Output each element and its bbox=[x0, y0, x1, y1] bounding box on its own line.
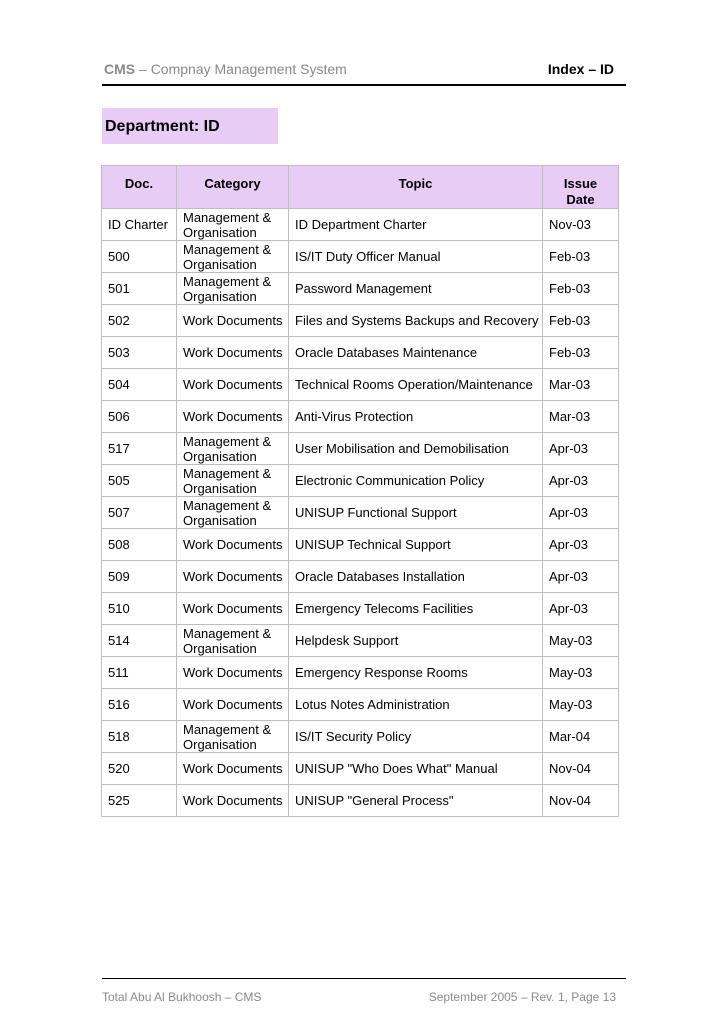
doc-cell: 506 bbox=[102, 401, 177, 433]
issue-date-cell: May-03 bbox=[543, 625, 619, 657]
topic-cell: User Mobilisation and Demobilisation bbox=[289, 433, 543, 465]
issue-date-cell: Apr-03 bbox=[543, 561, 619, 593]
department-heading bbox=[102, 108, 278, 144]
topic-cell: IS/IT Security Policy bbox=[289, 721, 543, 753]
doc-cell: 509 bbox=[102, 561, 177, 593]
category-cell: Work Documents bbox=[177, 657, 289, 689]
topic-cell: UNISUP "General Process" bbox=[289, 785, 543, 817]
category-cell: Work Documents bbox=[177, 689, 289, 721]
issue-date-cell: May-03 bbox=[543, 657, 619, 689]
issue-date-cell: Nov-04 bbox=[543, 785, 619, 817]
category-cell: Management & Organisation bbox=[177, 241, 289, 273]
doc-cell: 514 bbox=[102, 625, 177, 657]
doc-cell: 516 bbox=[102, 689, 177, 721]
table-row bbox=[102, 689, 619, 721]
topic-cell: Emergency Response Rooms bbox=[289, 657, 543, 689]
doc-cell: 507 bbox=[102, 497, 177, 529]
table-row bbox=[102, 401, 619, 433]
doc-cell: 501 bbox=[102, 273, 177, 305]
doc-cell: 502 bbox=[102, 305, 177, 337]
category-cell: Work Documents bbox=[177, 529, 289, 561]
issue-date-cell: Feb-03 bbox=[543, 241, 619, 273]
category-cell: Work Documents bbox=[177, 753, 289, 785]
table-row bbox=[102, 497, 619, 529]
table-row bbox=[102, 465, 619, 497]
issue-date-cell: Apr-03 bbox=[543, 433, 619, 465]
category-cell: Work Documents bbox=[177, 305, 289, 337]
topic-cell: Technical Rooms Operation/Maintenance bbox=[289, 369, 543, 401]
document-index-table bbox=[101, 165, 619, 817]
footer-left: Total Abu Al Bukhoosh – CMS bbox=[102, 990, 262, 1004]
issue-date-cell: Mar-03 bbox=[543, 401, 619, 433]
issue-date-line1: Issue bbox=[563, 176, 598, 191]
topic-cell: Helpdesk Support bbox=[289, 625, 543, 657]
category-cell: Management & Organisation bbox=[177, 433, 289, 465]
table-row bbox=[102, 337, 619, 369]
issue-date-cell: Mar-04 bbox=[543, 721, 619, 753]
issue-date-cell: Apr-03 bbox=[543, 465, 619, 497]
issue-date-line2: Date bbox=[566, 192, 595, 207]
issue-date-cell: Feb-03 bbox=[543, 273, 619, 305]
column-header-topic: Topic bbox=[289, 166, 543, 209]
category-cell: Work Documents bbox=[177, 593, 289, 625]
category-cell: Management & Organisation bbox=[177, 273, 289, 305]
department-label: Department: ID bbox=[105, 118, 220, 135]
table-row bbox=[102, 561, 619, 593]
doc-cell: 500 bbox=[102, 241, 177, 273]
table-row bbox=[102, 369, 619, 401]
issue-date-cell: May-03 bbox=[543, 689, 619, 721]
doc-cell: 520 bbox=[102, 753, 177, 785]
issue-date-cell: Mar-03 bbox=[543, 369, 619, 401]
header-title bbox=[104, 61, 347, 77]
table-row bbox=[102, 657, 619, 689]
table-row bbox=[102, 753, 619, 785]
doc-cell: 525 bbox=[102, 785, 177, 817]
category-cell: Management & Organisation bbox=[177, 497, 289, 529]
column-header-doc: Doc. bbox=[102, 166, 177, 209]
table-row bbox=[102, 273, 619, 305]
doc-cell: 511 bbox=[102, 657, 177, 689]
category-cell: Work Documents bbox=[177, 369, 289, 401]
topic-cell: Anti-Virus Protection bbox=[289, 401, 543, 433]
issue-date-cell: Feb-03 bbox=[543, 337, 619, 369]
column-header-issue-date bbox=[543, 166, 619, 209]
category-cell: Work Documents bbox=[177, 337, 289, 369]
page-header bbox=[102, 58, 626, 86]
topic-cell: Password Management bbox=[289, 273, 543, 305]
issue-date-cell: Apr-03 bbox=[543, 593, 619, 625]
topic-cell: IS/IT Duty Officer Manual bbox=[289, 241, 543, 273]
category-cell: Work Documents bbox=[177, 561, 289, 593]
category-cell: Work Documents bbox=[177, 785, 289, 817]
category-cell: Management & Organisation bbox=[177, 721, 289, 753]
table-header-row bbox=[102, 166, 619, 209]
table-row bbox=[102, 721, 619, 753]
header-brand: CMS bbox=[104, 61, 136, 77]
topic-cell: ID Department Charter bbox=[289, 209, 543, 241]
doc-cell: 508 bbox=[102, 529, 177, 561]
topic-cell: UNISUP "Who Does What" Manual bbox=[289, 753, 543, 785]
table-row bbox=[102, 785, 619, 817]
page-footer bbox=[102, 978, 626, 1009]
topic-cell: Files and Systems Backups and Recovery bbox=[289, 305, 543, 337]
table-row bbox=[102, 529, 619, 561]
doc-cell: 518 bbox=[102, 721, 177, 753]
category-cell: Work Documents bbox=[177, 401, 289, 433]
category-cell: Management & Organisation bbox=[177, 465, 289, 497]
doc-cell: 503 bbox=[102, 337, 177, 369]
issue-date-cell: Nov-03 bbox=[543, 209, 619, 241]
issue-date-cell: Apr-03 bbox=[543, 529, 619, 561]
table-row bbox=[102, 593, 619, 625]
doc-cell: ID Charter bbox=[102, 209, 177, 241]
footer-right: September 2005 – Rev. 1, Page 13 bbox=[428, 990, 616, 1004]
topic-cell: Emergency Telecoms Facilities bbox=[289, 593, 543, 625]
column-header-category: Category bbox=[177, 166, 289, 209]
header-index: Index – ID bbox=[547, 61, 614, 77]
table-row bbox=[102, 433, 619, 465]
doc-cell: 505 bbox=[102, 465, 177, 497]
doc-cell: 517 bbox=[102, 433, 177, 465]
table-row bbox=[102, 625, 619, 657]
table-row bbox=[102, 209, 619, 241]
header-subtitle: – Compnay Management System bbox=[135, 61, 347, 77]
topic-cell: UNISUP Functional Support bbox=[289, 497, 543, 529]
topic-cell: UNISUP Technical Support bbox=[289, 529, 543, 561]
topic-cell: Oracle Databases Installation bbox=[289, 561, 543, 593]
doc-cell: 510 bbox=[102, 593, 177, 625]
issue-date-cell: Nov-04 bbox=[543, 753, 619, 785]
issue-date-cell: Apr-03 bbox=[543, 497, 619, 529]
topic-cell: Oracle Databases Maintenance bbox=[289, 337, 543, 369]
topic-cell: Electronic Communication Policy bbox=[289, 465, 543, 497]
table-row bbox=[102, 241, 619, 273]
topic-cell: Lotus Notes Administration bbox=[289, 689, 543, 721]
category-cell: Management & Organisation bbox=[177, 209, 289, 241]
doc-cell: 504 bbox=[102, 369, 177, 401]
category-cell: Management & Organisation bbox=[177, 625, 289, 657]
issue-date-cell: Feb-03 bbox=[543, 305, 619, 337]
table-row bbox=[102, 305, 619, 337]
